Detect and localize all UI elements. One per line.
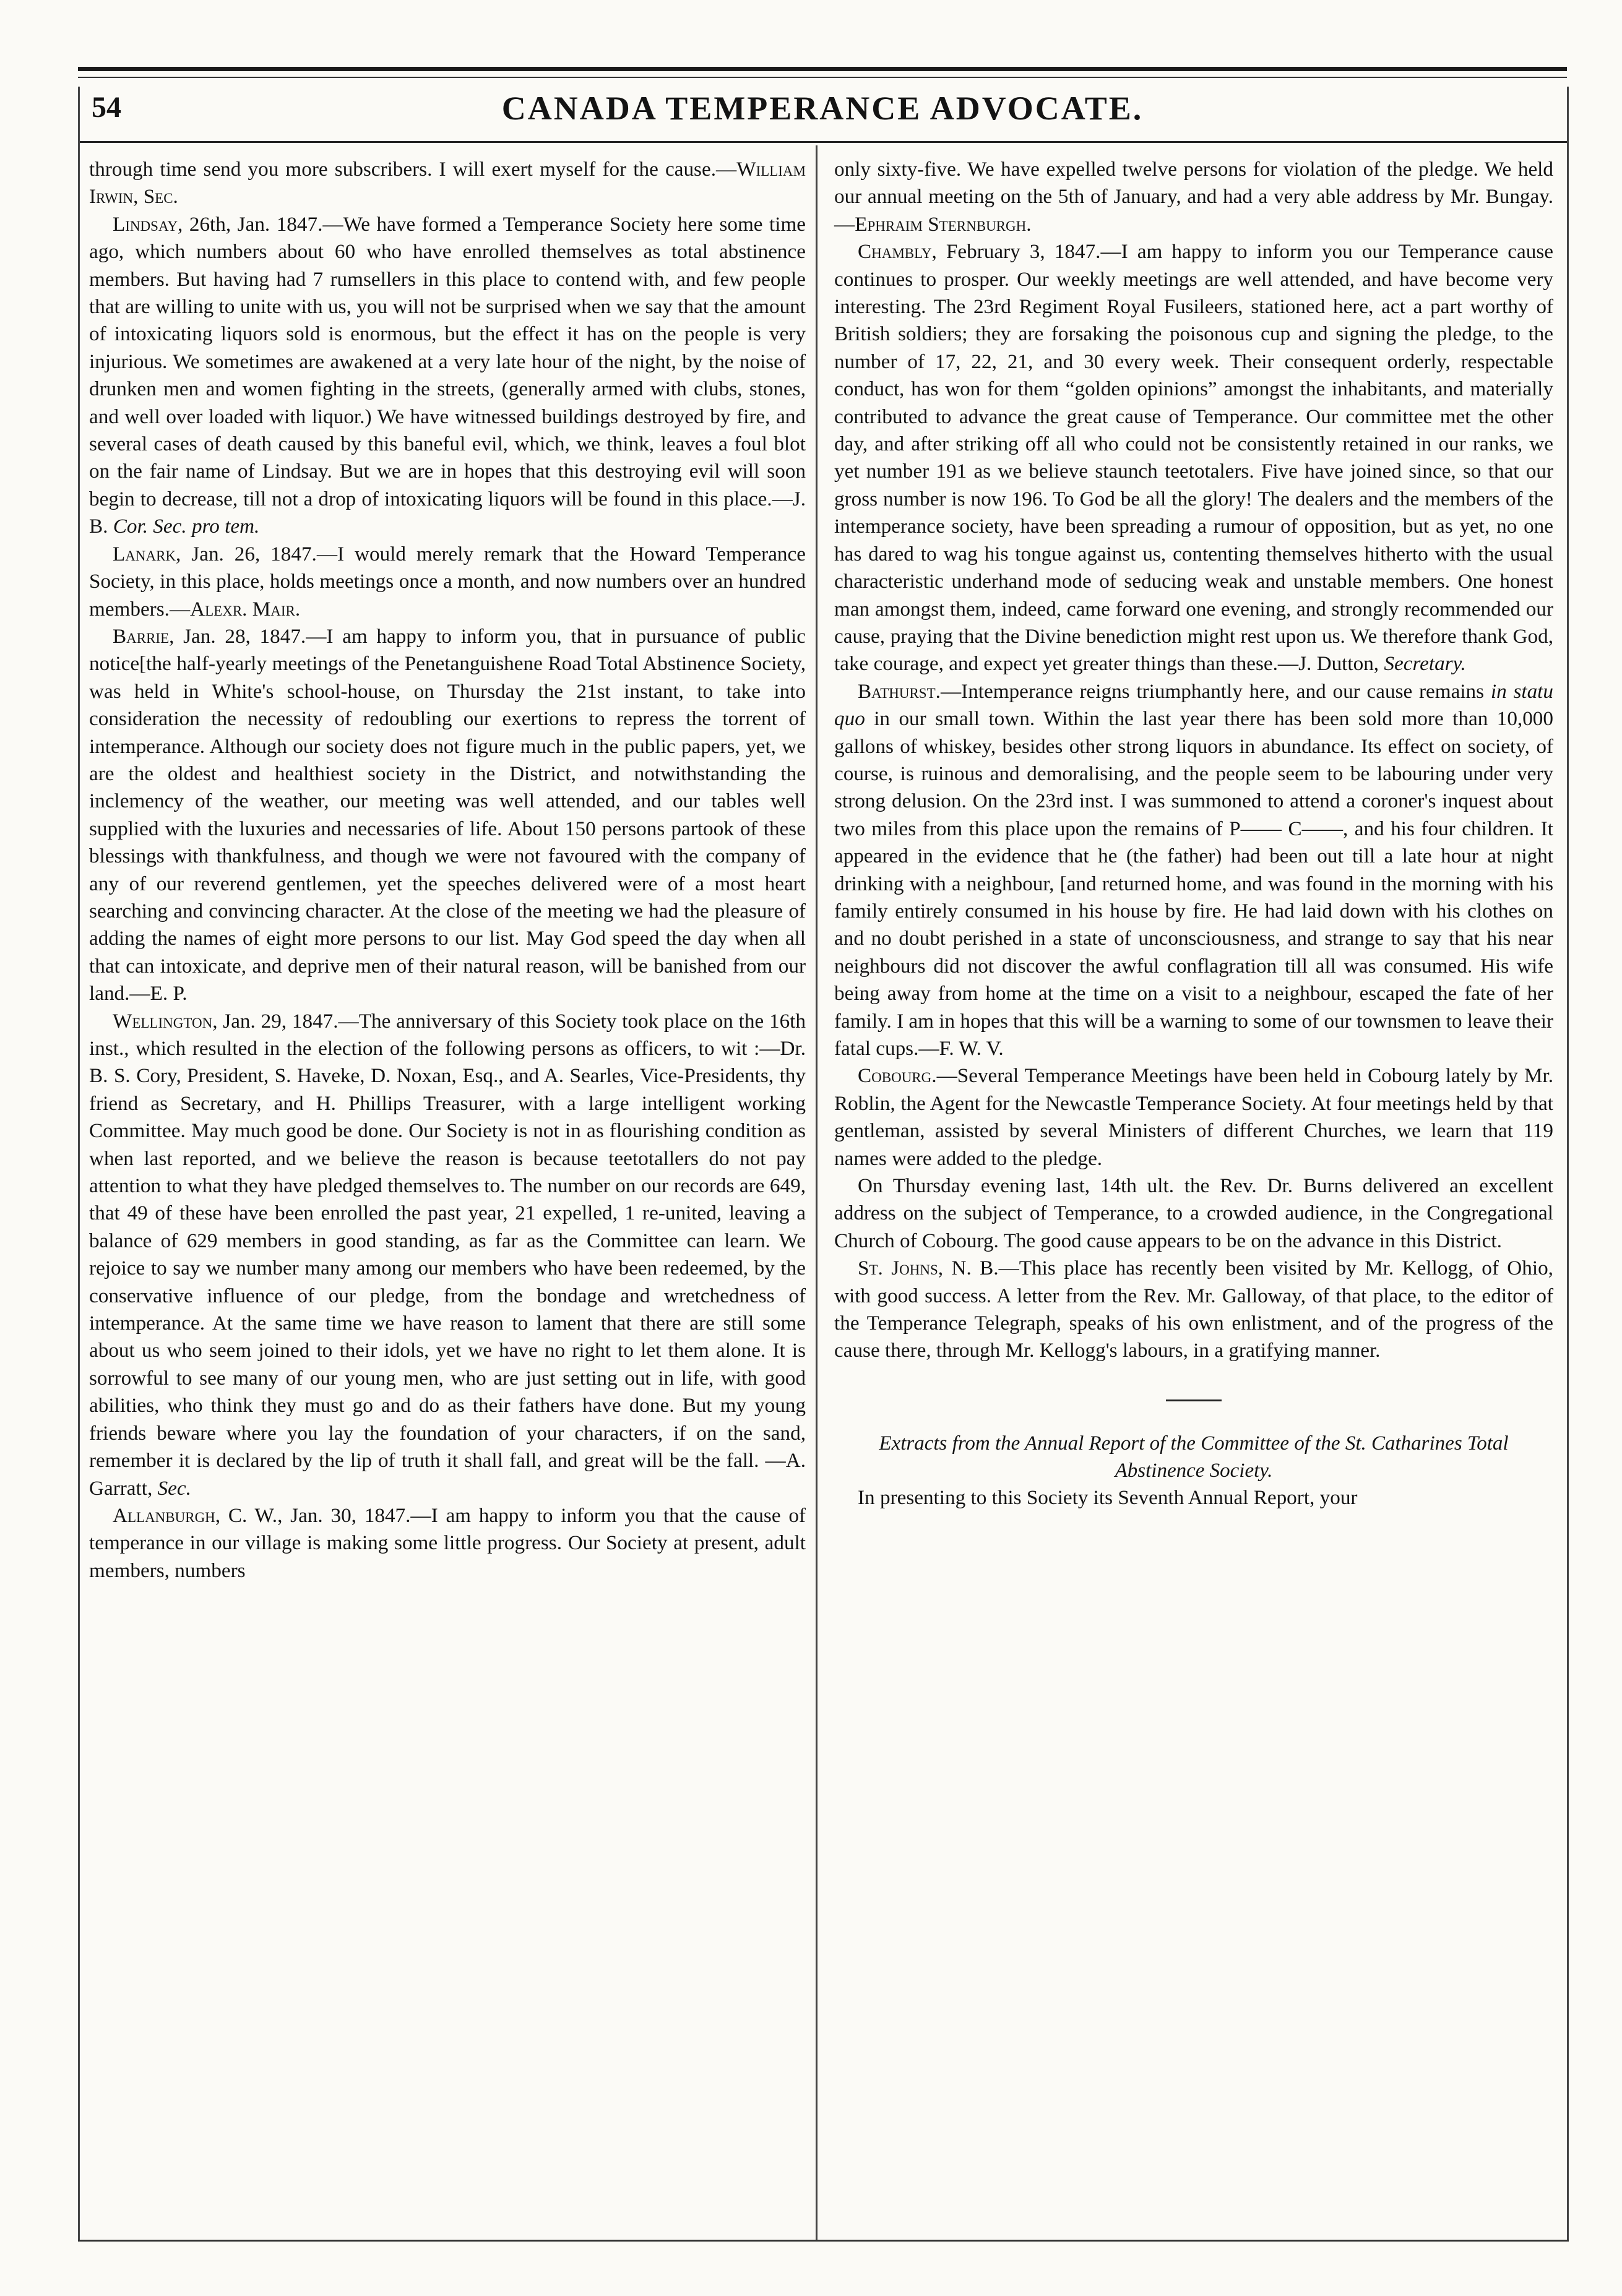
signature: Alexr. Mair. (190, 597, 301, 621)
article-paragraph: Chambly, February 3, 1847.—I am happy to inform you our Temperance cause continues to prosper. Our weekly meetings are well attended, and have become very interesting. The 23rd Regiment Royal Fusileers, stationed here, act a part worthy of British soldiers; they are forsaking the poisonous cup and signing the pledge, to the number of 17, 22, 21, and 30 every week. Their consequent orderly, respectable conduct, has won for them “golden opinions” amongst the inhabitants, and materially contributed to advance the great cause of Temperance. Our committee met the other day, and after striking off all who could not be consistently retained in our ranks, we yet number 191 as we believe staunch teetotalers. Five have joined since, so that our gross number is now 196. To God be all the glory! The dealers and the members of the intemperance society, have been spreading a rumour of opposition, but as yet, no one has dared to wag his tongue against us, contenting themselves hitherto with the usual characteristic underhand mode of seducing weak and unstable members. One honest man amongst them, indeed, came forward one evening, and strongly recommended our cause, praying that the Divine benediction might rest upon us. We therefore thank God, take courage, and expect yet greater things than these.—J. Dutton, Secretary. (834, 240, 1553, 676)
dateline: Lanark, (113, 542, 181, 565)
article-paragraph: Barrie, Jan. 28, 1847.—I am happy to inform you, that in pursuance of public notice[the half-yearly meetings of the Penetanguishene Road Total Abstinence Society, was held in White's school-house, on Thursday the 21st instant, to take into consideration the necessity of redoubling our exertions to repress the torrent of intemperance. Although our society does not figure much in the public papers, yet, we are the oldest and healthiest society in the District, and notwithstanding the inclemency of the weather, our meeting was well attended, and our tables well supplied with the luxuries and necessaries of life. About 150 persons partook of these blessings with thankfulness, and though we were not favoured with the company of any of our reverend gentlemen, yet the speeches delivered were of a most heart searching and convincing character. At the close of the meeting we had the pleasure of adding the names of eight more persons to our list. May God speed the day when all that can intoxicate, and deprive men of their natural reason, will be banished from our land.—E. P. (89, 624, 806, 1005)
right-column (834, 156, 1553, 1511)
section-divider (1166, 1400, 1222, 1401)
page-number: 54 (92, 91, 121, 124)
header-bottom-rule (78, 141, 1567, 143)
article-paragraph: St. Johns, N. B.—This place has recently been visited by Mr. Kellogg, of Ohio, with good success. A letter from the Rev. Mr. Galloway, of that place, to the editor of the Temperance Telegraph, speaks of his own enlistment, and of the progress of the cause there, through Mr. Kellogg's labours, in a gratifying manner. (834, 1257, 1553, 1362)
section-heading: Extracts from the Annual Report of the Committee of the St. Catharines Total Abstinence Society. (879, 1432, 1509, 1482)
article-paragraph: Lanark, Jan. 26, 1847.—I would merely remark that the Howard Temperance Society, in this place, holds meetings once a month, and now numbers over an hundred members.—Alexr. Mair. (89, 542, 806, 621)
dateline: St. Johns, N. B. (858, 1257, 999, 1280)
dateline: Barrie, (113, 624, 175, 648)
dateline: Allanburgh, (113, 1503, 221, 1527)
header-rule-thin (78, 77, 1567, 78)
signature: Secretary. (1384, 652, 1466, 676)
article-paragraph: Allanburgh, C. W., Jan. 30, 1847.—I am happy to inform you that the cause of temperance in our village is making some little progress. Our Society at present, adult members, numbers (89, 1503, 806, 1582)
header-rule-thick (78, 67, 1567, 71)
article-paragraph: Lindsay, 26th, Jan. 1847.—We have formed a Temperance Society here some time ago, which numbers about 60 who have enrolled themselves as total abstinence members. But having had 7 rumsellers in this place to contend with, and few people that are willing to unite with us, you will not be surprised when we say that the amount of intoxicating liquors sold is enormous, but the effect it has on the people is very injurious. We sometimes are awakened at a very late hour of the night, by the noise of drunken men and women fighting in the streets, (generally armed with clubs, stones, and well over loaded with liquor.) We have witnessed buildings destroyed by fire, and several cases of death caused by this baneful evil, which, we think, leaves a foul blot on the fair name of Lindsay. But we are in hopes that this destroying evil will soon begin to decrease, till not a drop of intoxicating liquors will be found in this place.—J. B. Cor. Sec. pro tem. (89, 212, 806, 538)
column-divider-rule (816, 145, 817, 2240)
right-border-rule (1567, 87, 1569, 2240)
dateline: Lindsay, (113, 212, 183, 236)
publication-title: CANADA TEMPERANCE ADVOCATE. (501, 90, 1144, 127)
signature: Ephraim Sternburgh. (855, 212, 1032, 236)
dateline: Chambly, (858, 240, 937, 264)
article-paragraph: only sixty-five. We have expelled twelve persons for violation of the pledge. We held our annual meeting on the 5th of January, and had a very able address by Mr. Bungay.—Ephraim Sternburgh. (834, 158, 1553, 236)
left-border-rule (78, 87, 80, 2240)
signature: Cor. Sec. pro tem. (113, 515, 260, 538)
signature: William Irwin, Sec. (89, 158, 806, 209)
article-paragraph: Wellington, Jan. 29, 1847.—The anniversary of this Society took place on the 16th inst., which resulted in the election of the following persons as officers, to wit :—Dr. B. S. Cory, President, S. Haveke, D. Noxan, Esq., and A. Searles, Vice-Presidents, thy friend as Secretary, and H. Phillips Treasurer, with a large intelligent working Committee. May much good be done. Our Society is not in as flourishing condition as when last reported, and we believe the reason is because teetotallers do not pay attention to what they have pledged themselves to. The number on our records are 649, that 49 of these have been enrolled the past year, 21 expelled, 1 re-united, leaving a balance of 629 members in good standing, as far as the Committee can learn. We rejoice to say we number many among our members who have been redeemed, by the conservative influence of our pledge, from the bondage and wretchedness of intemperance. At the same time we have reason to lament that there are still some about us who seem joined to their idols, yet we have no right to let them alone. It is sorrowful to see many of our young men, who are just setting out in life, with good abilities, who think they must go and do as their fathers have done. But my young friends beware where you lay the foundation of your characters, if on the sand, remember it is declared by the lip of truth it shall fall, and great will be the fall. —A. Garratt, Sec. (89, 1009, 806, 1500)
dateline: Cobourg. (858, 1064, 937, 1088)
signature: Sec. (157, 1476, 191, 1500)
article-paragraph: In presenting to this Society its Seventh Annual Report, your (858, 1486, 1358, 1509)
dateline: Wellington, (113, 1009, 218, 1033)
page-header (78, 87, 1567, 136)
left-column (89, 156, 806, 1584)
article-paragraph: Cobourg.—Several Temperance Meetings have been held in Cobourg lately by Mr. Roblin, the Agent for the Newcastle Temperance Society. At four meetings held by that gentleman, assisted by several Ministers of different Churches, we learn that 119 names were added to the pledge. (834, 1064, 1553, 1170)
article-paragraph: Bathurst.—Intemperance reigns triumphantly here, and our cause remains in statu quo in our small town. Within the last year there has been sold more than 10,000 gallons of whiskey, besides other strong liquors in abundance. Its effect on society, of course, is ruinous and demoralising, and the people seem to be labouring under very strong delusion. On the 23rd inst. I was summoned to attend a coroner's inquest about two miles from this place upon the remains of P—— C——, and his four children. It appeared in the evidence that he (the father) had been out till a late hour at night drinking with a neighbour, [and returned home, and was found in the morning with his family entirely consumed in his house by fire. He had laid down with his clothes on and no doubt perished in a state of unconsciousness, and strange to say that his near neighbours did not discover the awful conflagration till all was consumed. His wife being away from home at the time on a visit to a neighbour, escaped the fate of her family. I am in hopes that this will be a warning to some of our townsmen to leave their fatal cups.—F. W. V. (834, 679, 1553, 1060)
article-paragraph: through time send you more subscribers. I will exert myself for the cause.—William Irwin, Sec. (89, 158, 806, 209)
latin-phrase: in statu quo (834, 679, 1553, 731)
article-paragraph: On Thursday evening last, 14th ult. the Rev. Dr. Burns delivered an excellent address on the subject of Temperance, to a crowded audience, in the Congregational Church of Cobourg. The good cause appears to be on the advance in this District. (834, 1174, 1553, 1252)
footer-rule (78, 2240, 1569, 2242)
dateline: Bathurst. (858, 679, 941, 703)
